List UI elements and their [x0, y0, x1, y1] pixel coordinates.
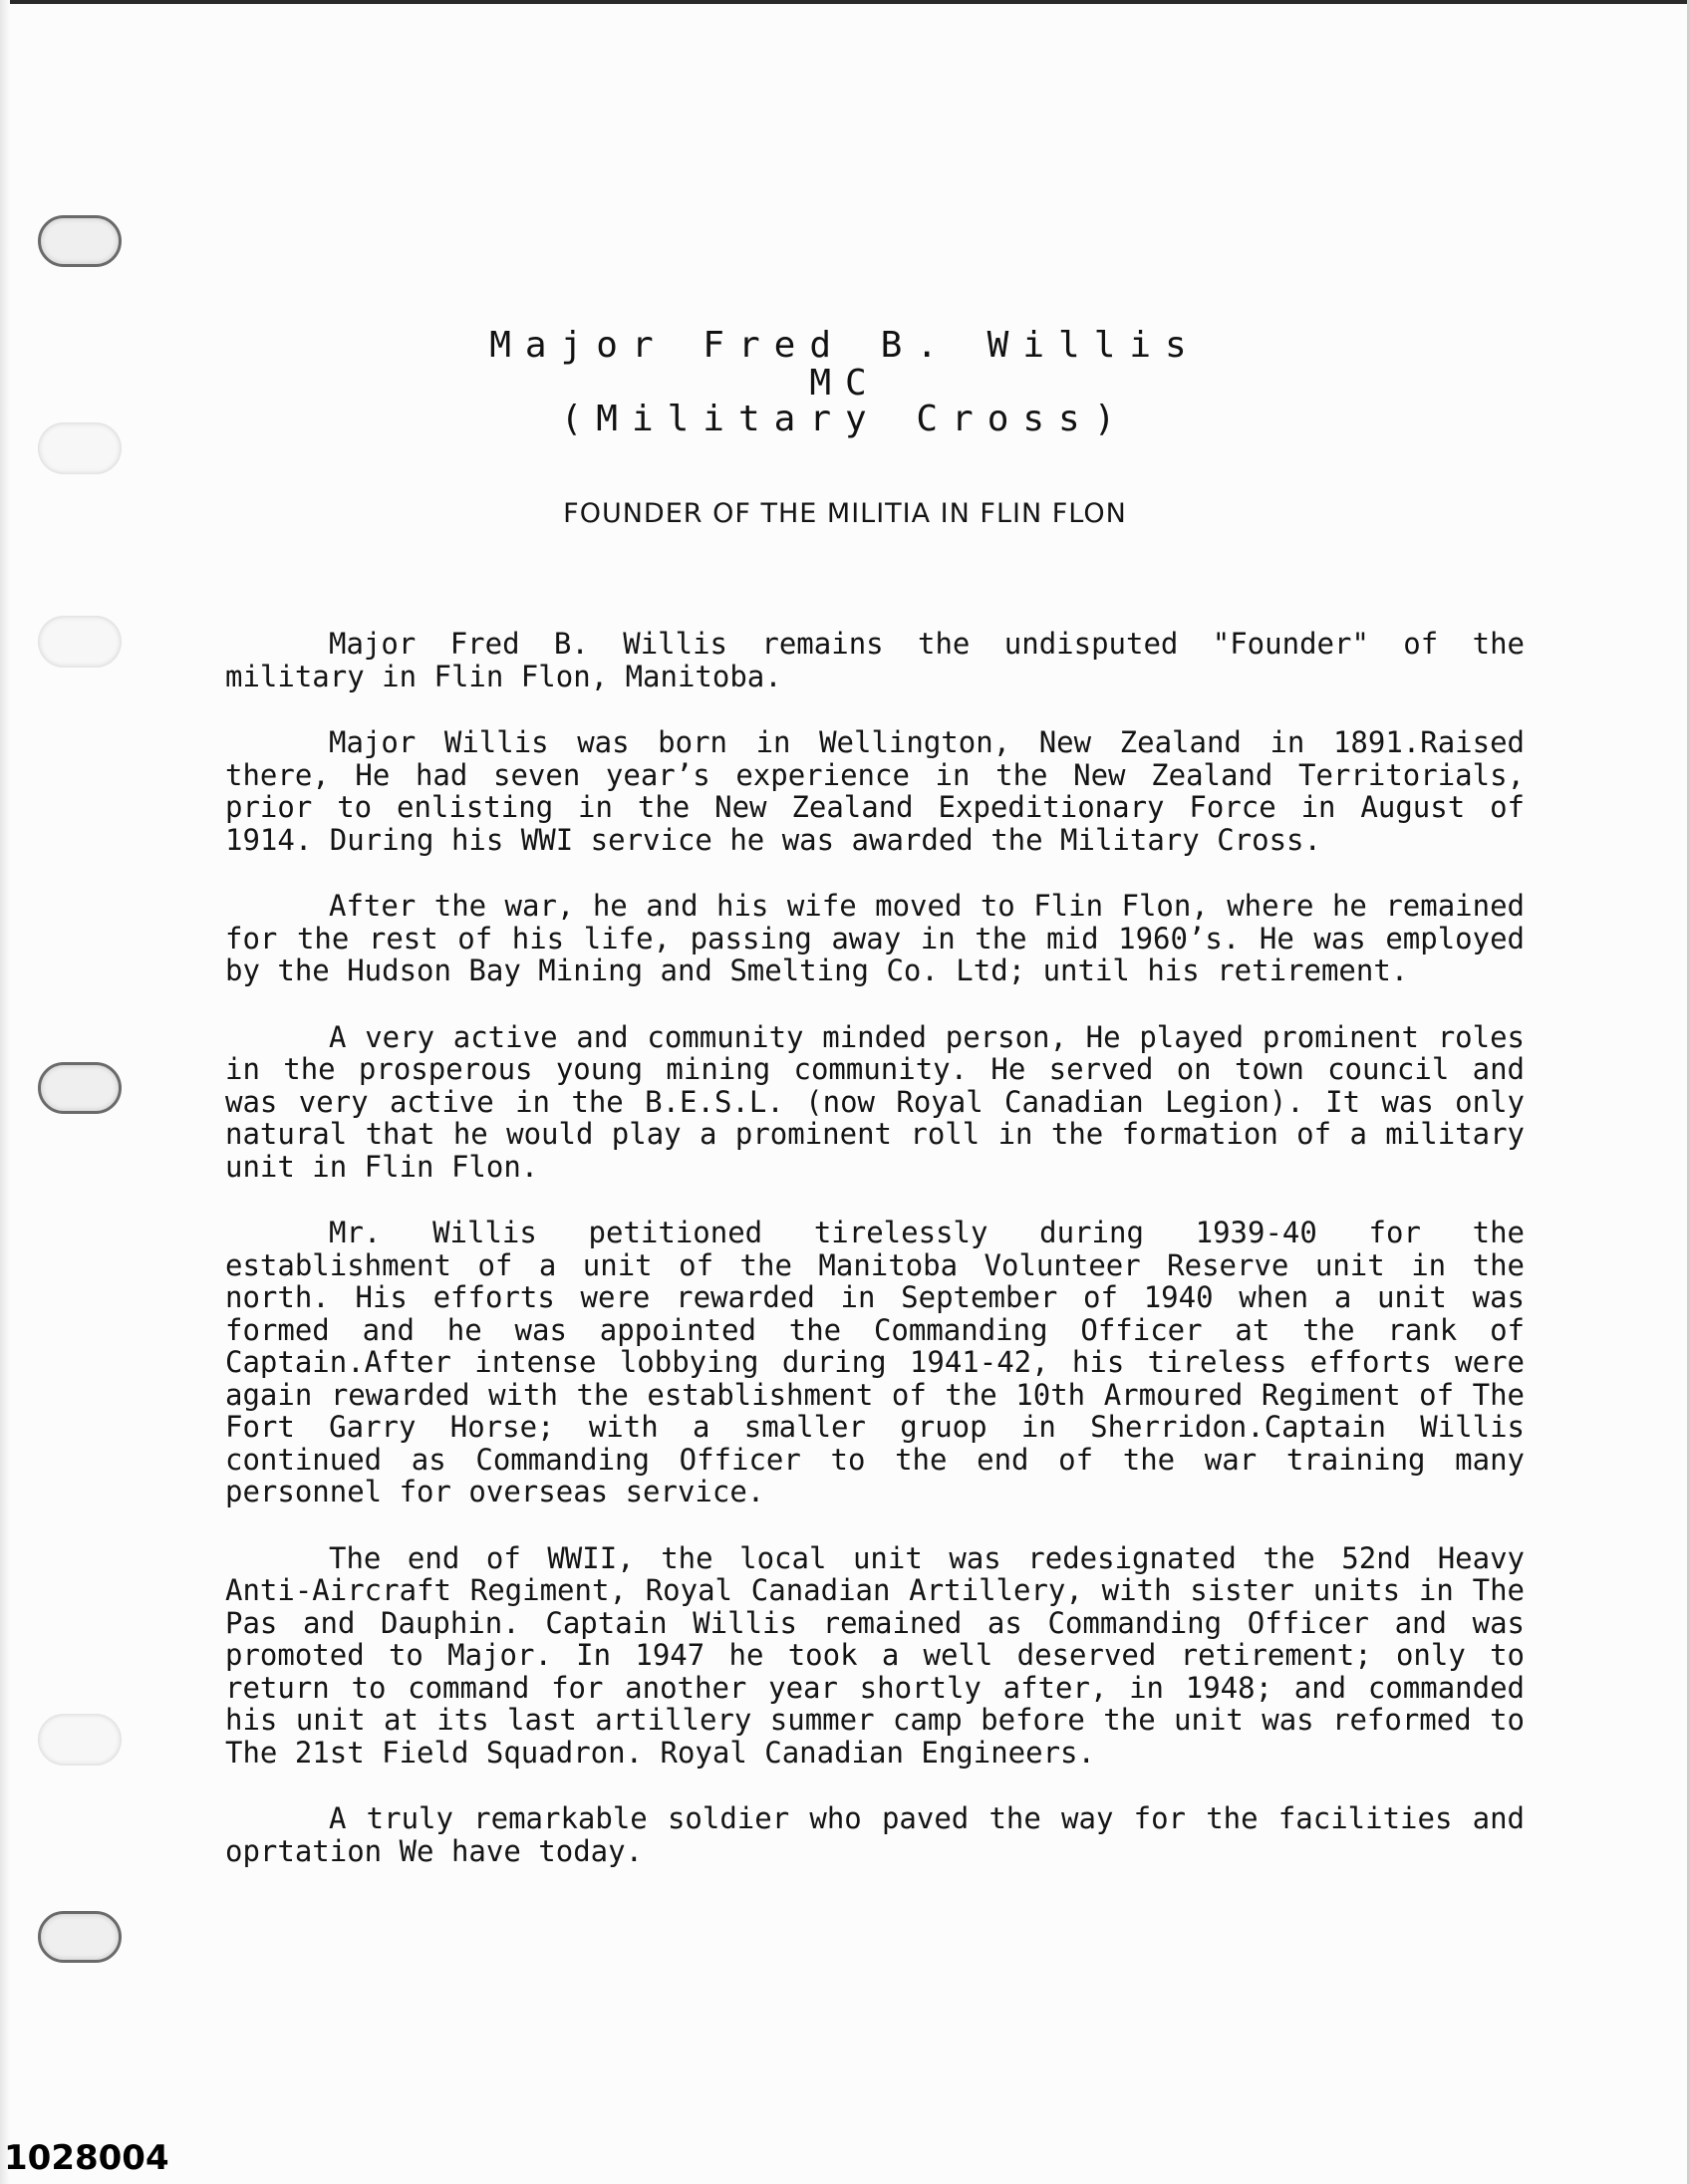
paragraph-birth: Major Willis was born in Wellington, New Zealand in 1891.Raised there, He had seven year’s experience in the New Zealand Territorials, prior to enlisting in the New Zealand Expeditionary Force in August of 1914. During his WWI service he was awarded the Military Cross. [225, 725, 1525, 857]
paragraph-petition: Mr. Willis petitioned tirelessly during 1939-40 for the establishment of a unit of the Manitoba Volunteer Reserve unit in the north. His efforts were rewarded in September of 1940 when a unit was formed and he was appointed the Commanding Officer at the rank of Captain.After intense lobbying during 1941-42, his tireless efforts were again rewarded with the establishment of the 10th Armoured Regiment of The Fort Garry Horse; with a smaller gruop in Sherridon.Captain Willis continued as Commanding Officer to the end of the war training many personnel for overseas service. [225, 1216, 1525, 1508]
title-name: Major Fred B. Willis [489, 325, 1201, 366]
scan-edge-top [0, 0, 1690, 4]
paragraph-closing: A truly remarkable soldier who paved the way for the facilities and oprtation We have today. [225, 1801, 1525, 1868]
title-award-abbrev: MC [809, 363, 881, 404]
document-body [225, 628, 1525, 1901]
document-id: 1028004 [4, 2138, 169, 2178]
paragraph-after-war: After the war, he and his wife moved to Flin Flon, where he remained for the rest of his life, passing away in the mid 1960’s. He was employed by the Hudson Bay Mining and Smelting Co. Ltd; until his retirement. [225, 889, 1525, 987]
binder-hole-3 [38, 616, 122, 668]
paragraph-community: A very active and community minded person, He played prominent roles in the prosperous young mining community. He served on town council and was very active in the B.E.S.L. (now Royal Canadian Legion). It was only natural that he would play a prominent roll in the formation of a military unit in Flin Flon. [225, 1019, 1525, 1184]
binder-hole-5 [38, 1714, 122, 1766]
paragraph-wwii: The end of WWII, the local unit was redesignated the 52nd Heavy Anti-Aircraft Regiment, Royal Canadian Artillery, with sister units in The Pas and Dauphin. Captain Willis remained as Commanding Officer and was promoted to Major. In 1947 he took a well deserved retirement; only to return to command for another year shortly after, in 1948; and commanded his unit at its last artillery summer camp before the unit was reformed to The 21st Field Squadron. Royal Canadian Engineers. [225, 1540, 1525, 1770]
binder-hole-4 [38, 1062, 122, 1114]
binder-hole-6 [38, 1911, 122, 1963]
paragraph-founder: Major Fred B. Willis remains the undisputed "Founder" of the military in Flin Flon, Manitoba. [225, 627, 1525, 693]
binder-hole-1 [38, 215, 122, 267]
page-subtitle: FOUNDER OF THE MILITIA IN FLIN FLON [563, 498, 1127, 529]
title-award-full: (Military Cross) [560, 399, 1130, 439]
